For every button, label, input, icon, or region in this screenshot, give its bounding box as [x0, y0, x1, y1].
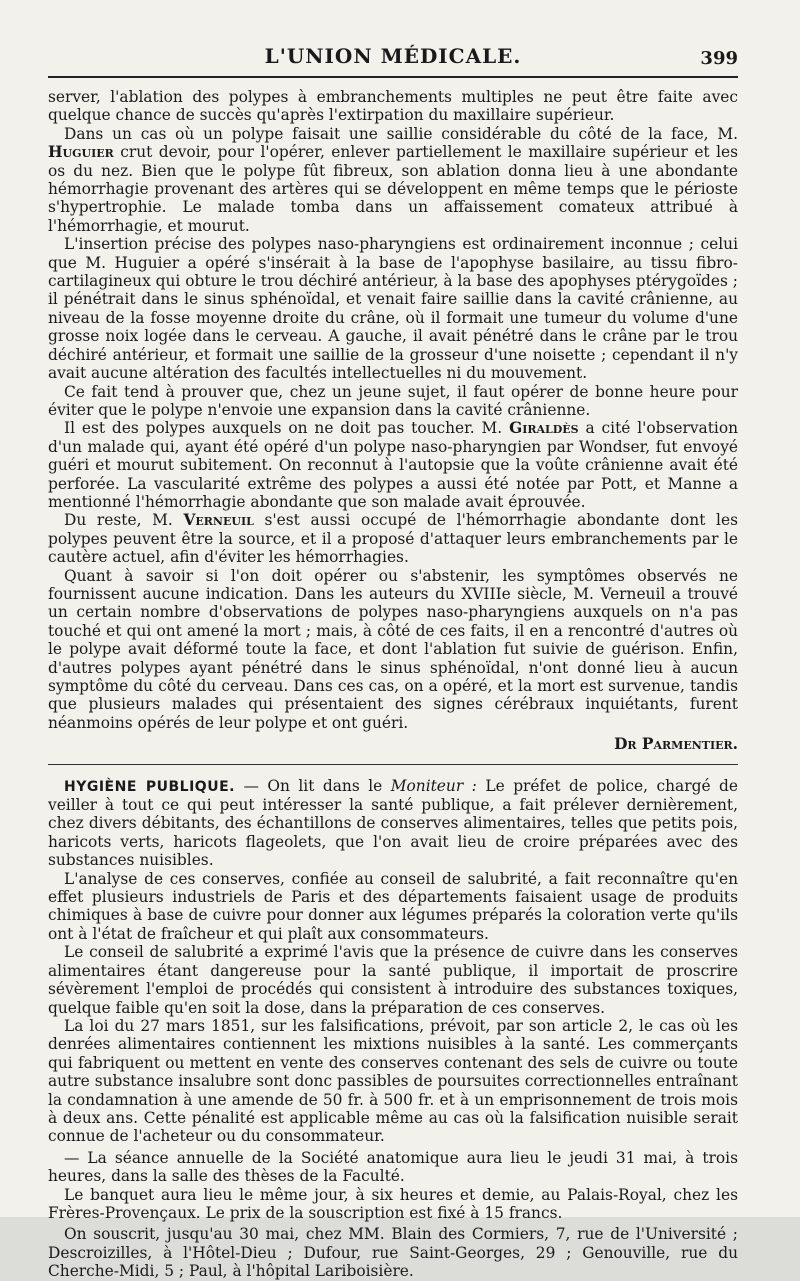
page-number: 399 — [700, 48, 738, 69]
paragraph: HYGIÈNE PUBLIQUE. — On lit dans le Moniteur : Le préfet de police, chargé de veiller à tout ce qui peut intéresser la santé publique, a fait prélever dernièrement, chez divers débitants, des échantillons de conserves alimentaires, telles que petits pois, haricots verts, haricots flageolets, que l'on avait lieu de croire préparées avec des substances nuisibles. — [48, 776, 739, 870]
header-rule — [48, 76, 738, 78]
author-name: Huguier — [48, 143, 114, 162]
paragraph: Ce fait tend à prouver que, chez un jeune sujet, il faut opérer de bonne heure pour éviter que le polype n'envoie une expansion dans la cavité crânienne. — [48, 382, 738, 419]
paragraph: Le banquet aura lieu le même jour, à six heures et demie, au Palais-Royal, chez les Frères-Provençaux. Le prix de la souscription est fixé à 15 francs. — [48, 1185, 738, 1222]
page-header — [48, 40, 738, 70]
running-title: L'UNION MÉDICALE. — [264, 44, 522, 68]
paragraph: Dans un cas où un polype faisait une saillie considérable du côté de la face, M. Huguier crut devoir, pour l'opérer, enlever partiellement le maxillaire supérieur et les os du nez. Bien que le polype fût fibreux, son ablation donna lieu à une abondante hémorrhagie provenant des artères qui se développent en même temps que le périoste s'hypertrophie. Le malade tomba dans un affaissement comateux attribué à l'hémorrhagie, et mourut. — [48, 124, 738, 235]
paragraph: L'analyse de ces conserves, confiée au conseil de salubrité, a fait reconnaître qu'en effet plusieurs industriels de Paris et des départements faisaient usage de produits chimiques à base de cuivre pour donner aux légumes préparés la coloration verte qu'ils ont à l'état de fraîcheur et qui plaît aux consommateurs. — [48, 869, 738, 943]
signature: Dr Parmentier. — [614, 735, 738, 754]
paragraph: La loi du 27 mars 1851, sur les falsifications, prévoit, par son article 2, le cas où les denrées alimentaires contiennent les mixtions nuisibles à la santé. Les commerçants qui fabriquent ou mettent en vente des conserves contenant des sels de cuivre ou toute autre substance insalubre sont donc passibles de poursuites correctionnelles entraînant la condamnation à une amende de 50 fr. à 500 fr. et à un emprisonnement de trois mois à deux ans. Cette pénalité est applicable même au cas où la falsification nuisible serait connue de l'acheteur ou du consommateur. — [48, 1016, 738, 1146]
paragraph: L'insertion précise des polypes naso-pharyngiens est ordinairement inconnue ; celui que M. Huguier a opéré s'insérait à la base de l'apophyse basilaire, au tissu fibro-cartilagineux qui obture le trou déchiré antérieur, à la base des apophyses ptérygoïdes ; il pénétrait dans le sinus sphénoïdal, et venait faire saillie dans la cavité crânienne, au niveau de la fosse moyenne droite du crâne, où il formait une tumeur du volume d'une grosse noix logée dans le cerveau. A gauche, il avait pénétré dans le crâne par le trou déchiré antérieur, et formait une saillie de la grosseur d'une noisette ; cependant il n'y avait aucune altération des facultés intellectuelles ni du mouvement. — [48, 235, 738, 383]
paragraph: Du reste, M. Verneuil s'est aussi occupé de l'hémorrhagie abondante dont les polypes peuvent être la source, et il a proposé d'attaquer leurs embranchements par le cautère actuel, afin d'éviter les hémorrhagies. — [48, 511, 738, 567]
paragraph: Le conseil de salubrité a exprimé l'avis que la présence de cuivre dans les conserves alimentaires étant dangereuse pour la santé publique, il importait de proscrire sévèrement l'emploi de procédés qui consistent à introduire des substances toxiques, quelque faible qu'en soit la dose, dans la préparation de ces conserves. — [48, 943, 738, 1017]
article-hygiene — [48, 777, 738, 1281]
paragraph: On souscrit, jusqu'au 30 mai, chez MM. Blain des Cormiers, 7, rue de l'Université ; Descroizilles, à l'Hôtel-Dieu ; Dufour, rue Saint-Georges, 29 ; Genouville, rue du Cherche-Midi, 5 ; Paul, à l'hôpital Lariboisière. — [48, 1225, 738, 1281]
section-divider — [48, 764, 738, 765]
article-polypes — [48, 88, 738, 754]
author-name: Giraldès — [509, 419, 579, 438]
source-title: Moniteur : — [390, 776, 477, 795]
paragraph: — La séance annuelle de la Société anatomique aura lieu le jeudi 31 mai, à trois heures, dans la salle des thèses de la Faculté. — [48, 1148, 738, 1186]
section-heading: HYGIÈNE PUBLIQUE. — [64, 778, 235, 795]
paragraph: server, l'ablation des polypes à embranchements multiples ne peut être faite avec quelque chance de succès qu'après l'extirpation du maxillaire supérieur. — [48, 88, 738, 125]
author-name: Verneuil — [183, 511, 254, 530]
paragraph: Quant à savoir si l'on doit opérer ou s'abstenir, les symptômes observés ne fournissent aucune indication. Dans les auteurs du XVIIIe siècle, M. Verneuil a trouvé un certain nombre d'observations de polypes naso-pharyngiens auxquels on n'a pas touché et qui ont amené la mort ; mais, à côté de ces faits, il en a rencontré d'autres où le polype avait déformé toute la face, et dont l'ablation fut suivie de guérison. Enfin, d'autres polypes ayant pénétré dans le sinus sphénoïdal, n'ont donné lieu à aucun symptôme du côté du cerveau. Dans ces cas, on a opéré, et la mort est survenue, tandis que plusieurs malades qui présentaient des signes cérébraux inquiétants, furent néanmoins opérés de leur polype et ont guéri. — [48, 566, 738, 732]
paragraph: Il est des polypes auxquels on ne doit pas toucher. M. Giraldès a cité l'observation d'un malade qui, ayant été opéré d'un polype naso-pharyngien par Wondser, fut envoyé guéri et mourut subitement. On reconnut à l'autopsie que la voûte crânienne avait été perforée. La vascularité extrême des polypes a aussi été notée par Pott, et Manne a mentionné l'hémorrhagie abondante que son malade avait éprouvée. — [48, 419, 739, 511]
